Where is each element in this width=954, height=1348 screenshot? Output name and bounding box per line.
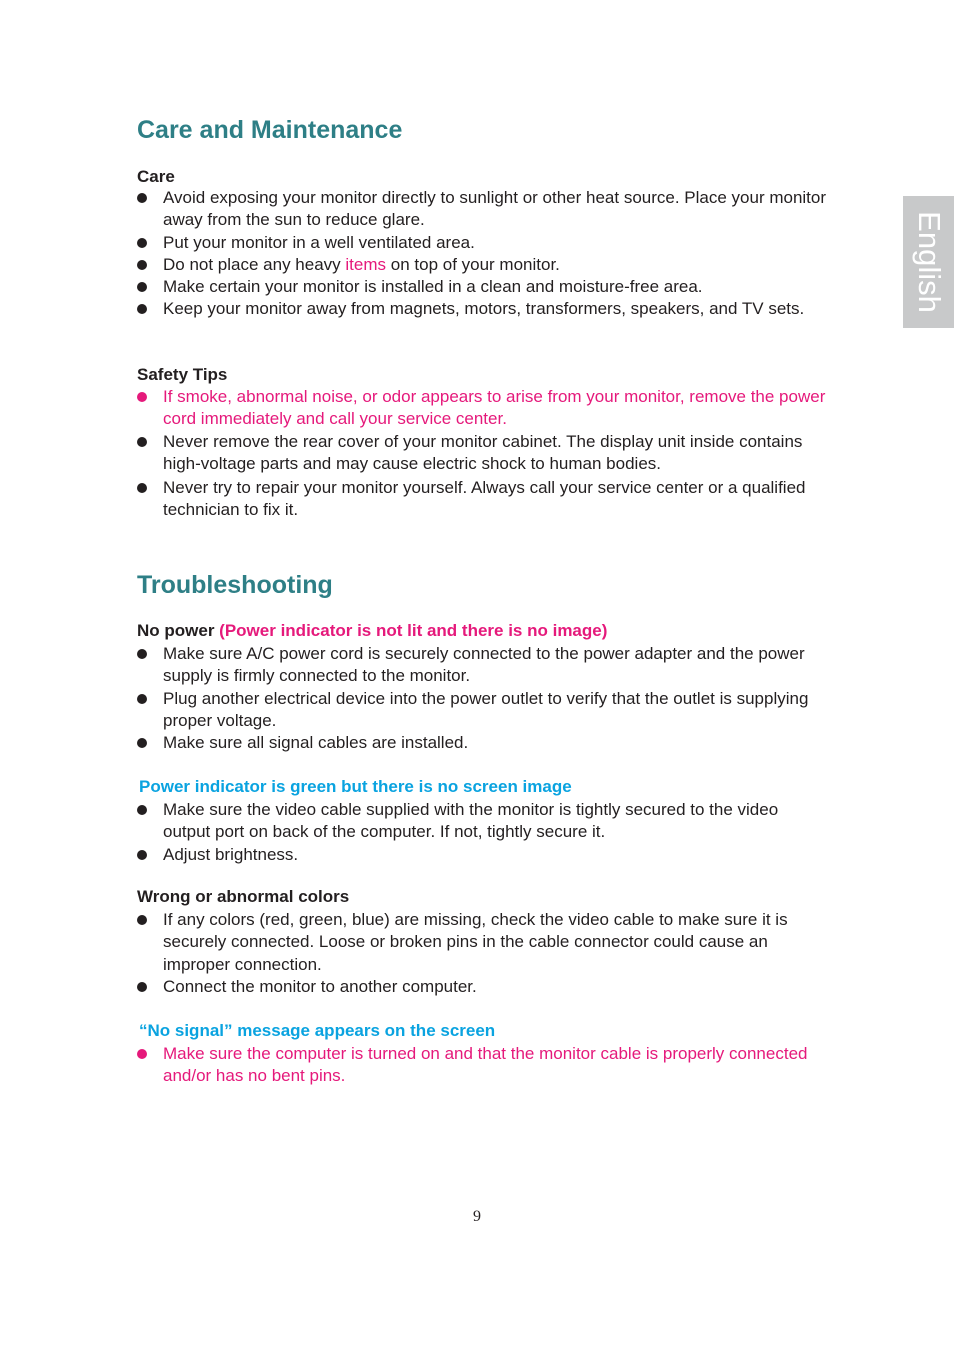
care-list: [137, 187, 827, 321]
list-item: Avoid exposing your monitor directly to sunlight or other heat source. Place your monitor away from the sun to reduce glare.: [137, 187, 827, 232]
list-item: Never try to repair your monitor yourself. Always call your service center or a qualified technician to fix it.: [137, 477, 827, 522]
bullet-icon: [137, 805, 147, 815]
no-power-heading: No power (Power indicator is not lit and there is no image): [137, 621, 608, 640]
bullet-icon: [137, 483, 147, 493]
list-item: Make sure all signal cables are installed.: [137, 732, 827, 754]
care-heading: Care: [137, 167, 175, 186]
safety-tips-list: [137, 386, 827, 522]
no-power-list: [137, 643, 827, 754]
no-power-note: (Power indicator is not lit and there is no image): [219, 621, 608, 640]
no-signal-list: [137, 1043, 827, 1088]
list-item: If any colors (red, green, blue) are missing, check the video cable to make sure it is securely connected. Loose or broken pins in the cable connector could cause an improper connection.: [137, 909, 827, 976]
bullet-icon: [137, 738, 147, 748]
highlighted-word: items: [345, 254, 387, 274]
bullet-icon: [137, 304, 147, 314]
list-item: Adjust brightness.: [137, 844, 827, 866]
bullet-icon: [137, 1049, 147, 1059]
wrong-colors-list: [137, 909, 827, 998]
list-item: Connect the monitor to another computer.: [137, 976, 827, 998]
bullet-icon: [137, 694, 147, 704]
green-no-image-list: [137, 799, 827, 866]
language-tab: [903, 196, 954, 328]
language-tab-label: English: [911, 211, 947, 313]
bullet-icon: [137, 238, 147, 248]
care-maintenance-title: Care and Maintenance: [137, 116, 403, 144]
bullet-icon: [137, 915, 147, 925]
list-item: Keep your monitor away from magnets, motors, transformers, speakers, and TV sets.: [137, 298, 827, 320]
bullet-icon: [137, 649, 147, 659]
bullet-icon: [137, 850, 147, 860]
list-item: Put your monitor in a well ventilated area.: [137, 232, 827, 254]
bullet-icon: [137, 282, 147, 292]
list-item: Make sure the video cable supplied with the monitor is tightly secured to the video output port on back of the computer. If not, tightly secure it.: [137, 799, 827, 844]
page-number: 9: [473, 1208, 481, 1225]
list-item: Never remove the rear cover of your monitor cabinet. The display unit inside contains high-voltage parts and may cause electric shock to human bodies.: [137, 431, 827, 476]
list-item: Make certain your monitor is installed in a clean and moisture-free area.: [137, 276, 827, 298]
list-item: Make sure the computer is turned on and that the monitor cable is properly connected and/or has no bent pins.: [137, 1043, 827, 1088]
bullet-icon: [137, 260, 147, 270]
bullet-icon: [137, 193, 147, 203]
troubleshooting-title: Troubleshooting: [137, 571, 333, 599]
safety-tips-heading: Safety Tips: [137, 365, 228, 384]
bullet-icon: [137, 437, 147, 447]
green-no-image-heading: Power indicator is green but there is no screen image: [139, 777, 572, 796]
list-item: Make sure A/C power cord is securely connected to the power adapter and the power supply is firmly connected to the monitor.: [137, 643, 827, 688]
wrong-colors-heading: Wrong or abnormal colors: [137, 887, 350, 906]
list-item: Plug another electrical device into the power outlet to verify that the outlet is supplying proper voltage.: [137, 688, 827, 733]
bullet-icon: [137, 392, 147, 402]
bullet-icon: [137, 982, 147, 992]
list-item: Do not place any heavy items on top of your monitor.: [137, 254, 827, 276]
no-signal-heading: “No signal” message appears on the screen: [139, 1021, 496, 1040]
list-item: If smoke, abnormal noise, or odor appears to arise from your monitor, remove the power cord immediately and call your service center.: [137, 386, 827, 431]
